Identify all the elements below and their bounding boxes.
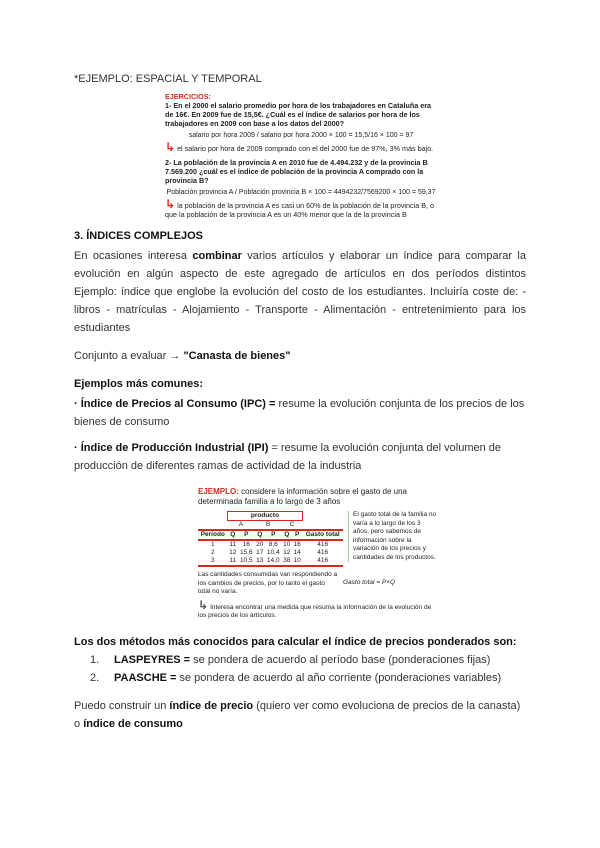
spending-example-figure xyxy=(198,487,438,621)
methods-list xyxy=(74,651,526,687)
intro-paragraph xyxy=(74,247,526,337)
spending-table xyxy=(198,511,343,567)
cell: 12 xyxy=(283,549,291,556)
cell: 2 xyxy=(210,549,215,556)
method-name: PAASCHE = xyxy=(114,671,177,684)
ipc-text: resume la evolución conjunta de los precios de los bienes de consumo xyxy=(74,398,525,428)
conjunto-text: Conjunto a evaluar → xyxy=(74,350,184,362)
product-a: A xyxy=(238,521,244,528)
intro-text-rest: varios artículos y elaborar un índice para comparar la evolución en algún aspecto de este agregado de artículos en dos períodos distintos Ejemplo: índice que englobe la evolución del costo de los estudiantes. Incluiría coste de: - libros - matrículas - Alojamiento - Transporte - Alimentación - entretenimiento para los estudiantes xyxy=(74,250,526,334)
cell: 11 xyxy=(229,557,237,564)
cell: 15,6 xyxy=(239,549,253,556)
table-header: P xyxy=(238,530,255,540)
table-header: Q xyxy=(228,530,238,540)
table-group-header: producto xyxy=(228,512,303,521)
answer-2: la población de la provincia A es casi un 60% de la población de la provincia B, o que la población de la provincia A es un 40% menor que la de la provincia B xyxy=(165,201,434,219)
table-row xyxy=(198,540,343,549)
conclusion xyxy=(198,597,438,621)
cell: 38 xyxy=(283,557,291,564)
curved-arrow-icon: ↳ xyxy=(198,597,209,612)
cell: 416 xyxy=(317,549,329,556)
answer-1: el salario por hora de 2009 comprado con el del 2000 fue de 97%, 3% más bajo. xyxy=(177,144,434,153)
formula-2: Población provincia A / Población provincia B × 100 = 4494232/7569200 × 100 = 59,37 xyxy=(166,189,436,196)
curved-arrow-icon: ↳ xyxy=(165,197,176,211)
cell: 14 xyxy=(293,549,301,556)
ipc-label: · Índice de Precios al Consumo (IPC) = xyxy=(74,398,276,410)
cell: 3 xyxy=(198,557,228,566)
conjunto-line xyxy=(74,347,526,365)
cell: 17 xyxy=(256,549,264,556)
ipi-text: = resume la evolución conjunta del volumen de producción de diferentes ramas de actividad de la industria xyxy=(74,442,502,472)
ipi-label: · Índice de Producción Industrial (IPI) xyxy=(74,442,269,454)
product-c: C xyxy=(289,521,295,528)
cell: 1 xyxy=(210,541,215,548)
quantities-note: Las cantidades consumidas van respondiendo a los cambios de precios, por lo tanto el gasto total no varía. xyxy=(198,571,338,595)
ipi-item xyxy=(74,439,526,475)
cell: 10 xyxy=(293,557,301,564)
example-header: *EJEMPLO: ESPACIAL Y TEMPORAL xyxy=(74,73,262,85)
table-row xyxy=(198,549,343,557)
method-paasche xyxy=(74,669,526,687)
method-text: se pondera de acuerdo al año corriente (ponderaciones variables) xyxy=(176,671,502,684)
closing-text: Puedo construir un xyxy=(74,699,170,712)
methods-title: Los dos métodos más conocidos para calcular el índice de precios ponderados son: xyxy=(74,635,517,648)
table-header: Gasto total xyxy=(302,530,343,540)
figure2-title-red: EJEMPLO: xyxy=(198,487,239,496)
product-b: B xyxy=(265,521,271,528)
cell: 10 xyxy=(283,541,291,548)
method-name: LASPEYRES = xyxy=(114,653,191,666)
table-row xyxy=(198,557,343,566)
cell: 16 xyxy=(293,541,301,548)
cell: 8,6 xyxy=(268,541,278,548)
question-1: 1- En el 2000 el salario promedio por hora de los trabajadores en Cataluña era de 16€. En 2009 fue de 15,5€. ¿Cuál es el índice de salarios por hora de los trabajadores en 2009 con base a los datos del 2000? xyxy=(165,101,432,128)
cell: 10,4 xyxy=(266,549,280,556)
ipc-item xyxy=(74,395,526,431)
table-header-row xyxy=(198,530,343,540)
closing-bold: índice de precio xyxy=(169,699,254,712)
figure-title: EJERCICIOS: xyxy=(165,92,211,101)
cell: 10,5 xyxy=(239,557,253,564)
conclusion-text: Interesa encontrar una medida que resuma la información de la evolución de los precios de los artículos. xyxy=(198,603,432,619)
table-header: Q xyxy=(255,530,265,540)
method-text: se pondera de acuerdo al período base (ponderaciones fijas) xyxy=(190,653,491,666)
side-note: El gasto total de la familia no varía a lo largo de los 3 años, pero sabemos de información sobre la variación de los precios y cantidades de los productos. xyxy=(348,511,438,562)
section-title: 3. ÍNDICES COMPLEJOS xyxy=(74,230,203,242)
table-header: P xyxy=(292,530,302,540)
cell: 416 xyxy=(302,557,343,566)
figure2-title xyxy=(198,487,438,507)
table-header: P xyxy=(265,530,282,540)
cell: 14,0 xyxy=(266,557,280,564)
cell: 13 xyxy=(256,557,264,564)
intro-text: En ocasiones interesa xyxy=(74,250,193,262)
closing-bold: índice de consumo xyxy=(83,717,183,730)
intro-bold: combinar xyxy=(192,250,242,262)
conjunto-bold: "Canasta de bienes" xyxy=(183,350,291,362)
table-header: Período xyxy=(198,530,228,540)
closing-paragraph xyxy=(74,697,526,733)
question-2: 2- La población de la provincia A en 2010 fue de 4.494.232 y de la provincia B 7.569.200 ¿cuál es el índice de población de la provincia A comprado con la provincia B? xyxy=(165,158,428,185)
closing-text: (quiero ver como evoluciona de precios de la canasta) o xyxy=(74,699,521,730)
spending-formula: Gasto total = P×Q xyxy=(343,579,396,586)
formula-1: salario por hora 2009 / salario por hora 2000 × 100 = 15,5/16 × 100 = 97 xyxy=(188,132,414,139)
figure2-title-text: considere la información sobre el gasto de una determinada familia a lo largo de 3 años xyxy=(198,487,408,506)
table-header: Q xyxy=(282,530,292,540)
cell: 16 xyxy=(242,541,250,548)
exercises-figure xyxy=(165,92,437,219)
cell: 416 xyxy=(317,541,329,548)
cell: 12 xyxy=(229,549,237,556)
examples-title: Ejemplos más comunes: xyxy=(74,378,203,390)
list-number: 2. xyxy=(90,671,100,684)
cell: 20 xyxy=(256,541,264,548)
cell: 11 xyxy=(229,541,237,548)
list-number: 1. xyxy=(90,653,100,666)
method-laspeyres xyxy=(74,651,526,669)
curved-arrow-icon: ↳ xyxy=(165,140,176,154)
